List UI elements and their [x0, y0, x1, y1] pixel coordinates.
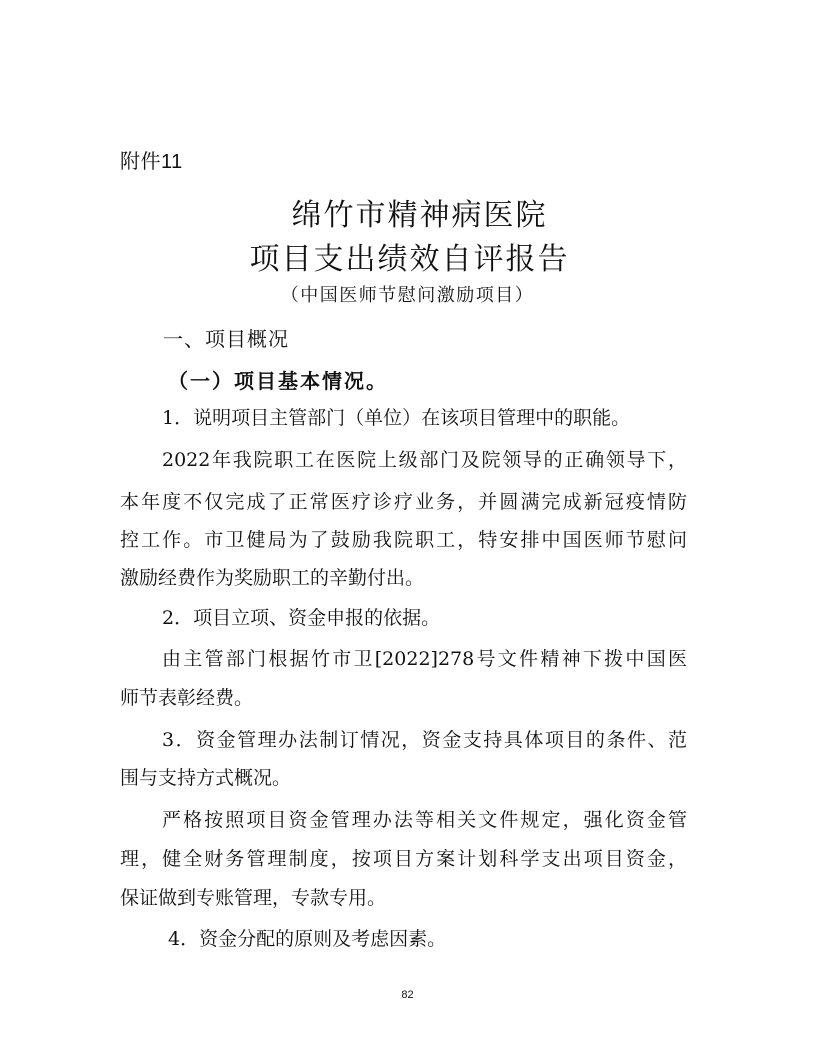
page-number: 82 [401, 989, 414, 1001]
body-line: 严格按照项目资金管理办法等相关文件规定，强化资金管 [162, 809, 687, 831]
body-line: 3．资金管理办法制订情况，资金支持具体项目的条件、范 [162, 729, 687, 751]
body-line: 激励经费作为奖励职工的辛勤付出。 [120, 567, 425, 589]
body-line: 由主管部门根据竹市卫[2022]278号文件精神下拨中国医 [162, 648, 687, 670]
subsection-heading: （一）项目基本情况。 [168, 369, 388, 393]
report-title-line1: 绵竹市精神病医院 [291, 198, 548, 233]
body-line: 本年度不仅完成了正常医疗诊疗业务，并圆满完成新冠疫情防 [120, 491, 687, 513]
body-line: 1．说明项目主管部门（单位）在该项目管理中的职能。 [162, 407, 631, 429]
report-subtitle: （中国医师节慰问激励项目） [280, 285, 535, 306]
body-line: 2022年我院职工在医院上级部门及院领导的正确领导下， [162, 449, 687, 471]
section-heading: 一、项目概况 [163, 327, 289, 351]
body-line: 控工作。市卫健局为了鼓励我院职工，特安排中国医师节慰问 [120, 529, 687, 551]
body-line: 师节表彰经费。 [120, 687, 254, 709]
attachment-label: 附件11 [120, 151, 183, 173]
report-title-line2: 项目支出绩效自评报告 [249, 242, 570, 277]
body-line: 保证做到专账管理，专款专用。 [120, 887, 387, 909]
body-line: 4．资金分配的原则及考虑因素。 [168, 928, 447, 950]
body-line: 2．项目立项、资金申报的依据。 [162, 607, 441, 629]
body-line: 围与支持方式概况。 [120, 767, 292, 789]
body-line: 理，健全财务管理制度，按项目方案计划科学支出项目资金， [120, 848, 687, 870]
